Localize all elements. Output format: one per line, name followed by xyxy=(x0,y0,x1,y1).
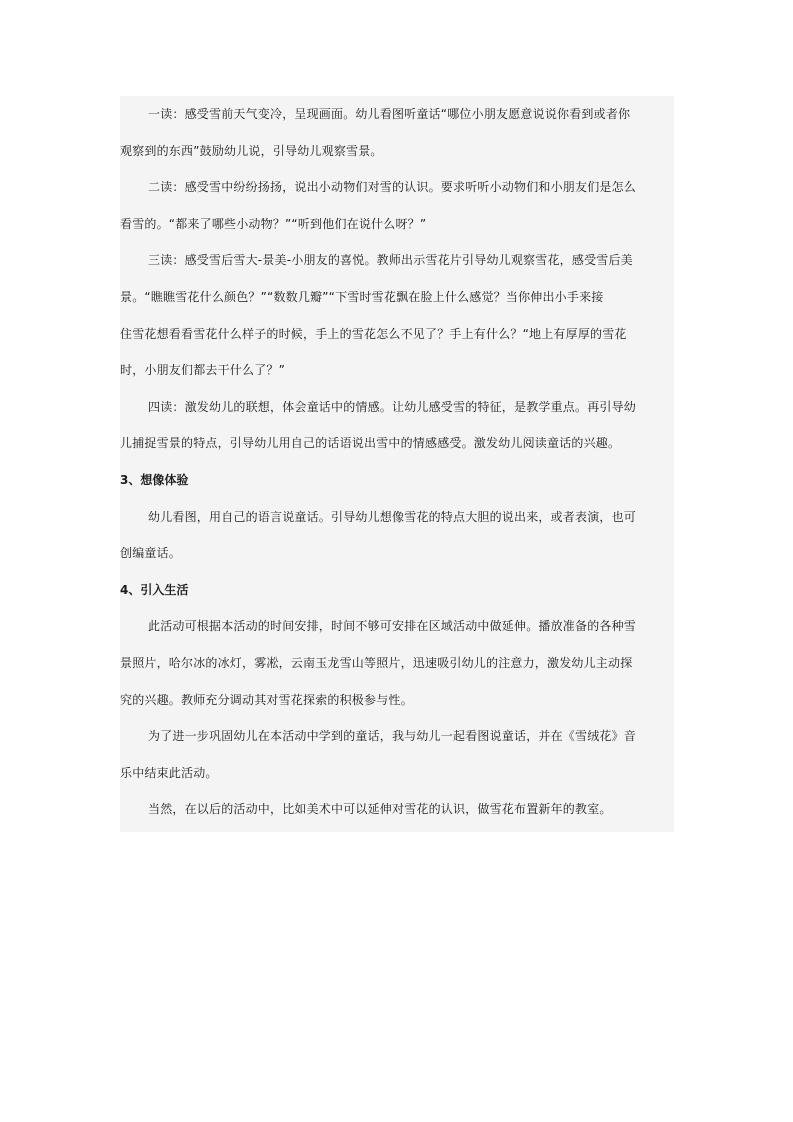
document-body xyxy=(120,96,674,832)
section-heading-life: 4、引入生活 xyxy=(120,582,189,597)
paragraph-third-reading: 三读：感受雪后雪大-景美-小朋友的喜悦。教师出示雪花片引导幼儿观察雪花，感受雪后美 景。“瞧瞧雪花什么颜色？”“数数几瓣”“下雪时雪花飘在脸上什么感觉？当你伸出小手来接 住雪花想看看雪花什么样子的时候，手上的雪花怎么不见了？手上有什么？“地上有厚厚的雪花 时，小朋友们都去干什么了？” xyxy=(120,253,633,378)
paragraph-conclusion: 当然，在以后的活动中，比如美术中可以延伸对雪花的认识，做雪花布置新年的教室。 xyxy=(148,802,612,817)
paragraph-fourth-reading: 四读：激发幼儿的联想，体会童话中的情感。让幼儿感受雪的特征，是教学重点。再引导幼 儿捕捉雪景的特点，引导幼儿用自己的话语说出雪中的情感感受。激发幼儿阅读童话的兴趣。 xyxy=(120,399,637,451)
paragraph-extension: 此活动可根据本活动的时间安排，时间不够可安排在区域活动中做延伸。播放准备的各种雪 景照片，哈尔冰的冰灯，雾凇，云南玉龙雪山等照片，迅速吸引幼儿的注意力，激发幼儿主动探 究的兴趣。教师充分调动其对雪花探索的积极参与性。 xyxy=(120,619,637,707)
paragraph-second-reading: 二读：感受雪中纷纷扬扬，说出小动物们对雪的认识。要求听听小动物们和小朋友们是怎么 看雪的。“都来了哪些小动物？”“听到他们在说什么呀？” xyxy=(120,180,637,231)
section-heading-imagination: 3、想像体验 xyxy=(120,472,189,487)
paragraph-imagination: 幼儿看图，用自己的语言说童话。引导幼儿想像雪花的特点大胆的说出来，或者表演，也可 创编童话。 xyxy=(120,509,637,561)
paragraph-consolidation: 为了进一步巩固幼儿在本活动中学到的童话，我与幼儿一起看图说童话，并在《雪绒花》音 乐中结束此活动。 xyxy=(120,729,637,780)
paragraph-first-reading: 一读：感受雪前天气变冷，呈现画面。幼儿看图听童话“哪位小朋友愿意说说你看到或者你 观察到的东西”鼓励幼儿说，引导幼儿观察雪景。 xyxy=(120,107,631,158)
